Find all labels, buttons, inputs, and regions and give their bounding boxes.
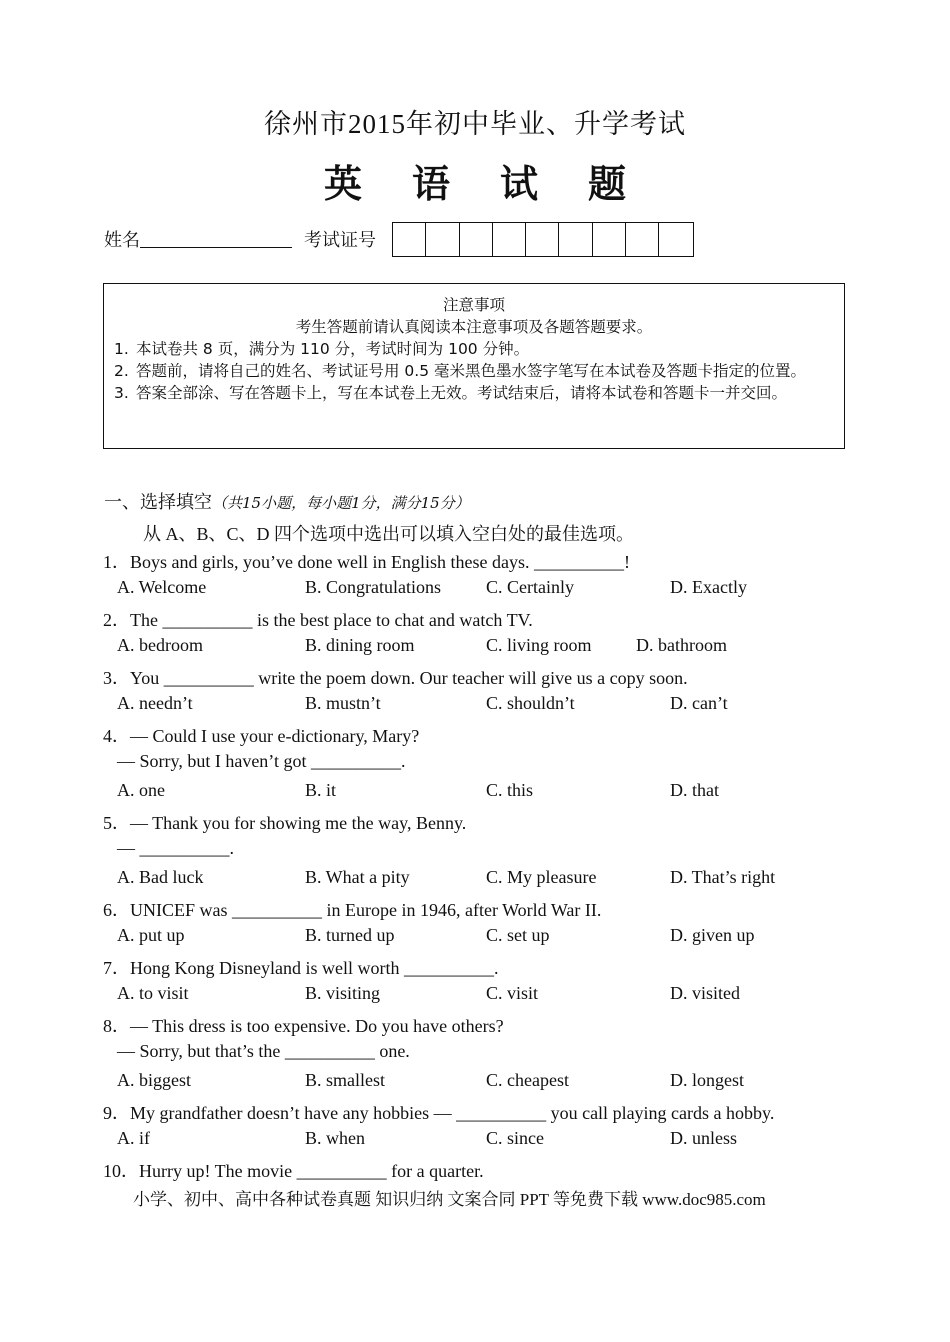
section-heading-note: （共15小题，每小题1分，满分15分） bbox=[212, 494, 470, 512]
id-digit-box[interactable] bbox=[493, 223, 526, 256]
subject-char: 英 bbox=[323, 162, 362, 206]
notice-item bbox=[114, 382, 834, 404]
answer-option: D. given up bbox=[670, 925, 755, 945]
answer-option: C. living room bbox=[486, 635, 592, 655]
question-stem: 3．You __________ write the poem down. Our teacher will give us a copy soon. bbox=[103, 668, 688, 688]
answer-option: B. mustn’t bbox=[305, 693, 381, 713]
answer-option: A. needn’t bbox=[117, 693, 193, 713]
section-heading-text: 一、选择填空 bbox=[104, 492, 212, 513]
answer-option: A. put up bbox=[117, 925, 185, 945]
answer-option: B. visiting bbox=[305, 983, 381, 1003]
id-digit-box[interactable] bbox=[659, 223, 692, 256]
subject-char: 试 bbox=[500, 162, 539, 206]
notice-item-number: 3. bbox=[114, 384, 129, 402]
answer-option: D. unless bbox=[670, 1128, 737, 1148]
answer-option: A. to visit bbox=[117, 983, 189, 1003]
answer-option: C. My pleasure bbox=[486, 867, 597, 887]
answer-option: A. Welcome bbox=[117, 577, 207, 597]
answer-option: D. longest bbox=[670, 1070, 744, 1090]
id-digit-box[interactable] bbox=[393, 223, 426, 256]
section-instruction: 从 A、B、C、D 四个选项中选出可以填入空白处的最佳选项。 bbox=[143, 524, 635, 544]
notice-item-text: 答题前，请将自己的姓名、考试证号用 0.5 毫米黑色墨水签字笔写在本试卷及答题卡指定的位置。 bbox=[136, 362, 807, 380]
answer-option: D. visited bbox=[670, 983, 740, 1003]
answer-option: C. shouldn’t bbox=[486, 693, 575, 713]
notice-list bbox=[104, 338, 844, 404]
id-digit-box[interactable] bbox=[626, 223, 659, 256]
answer-option: D. that bbox=[670, 780, 719, 800]
question-stem: 7．Hong Kong Disneyland is well worth __________. bbox=[103, 958, 499, 978]
question-response-line: — __________. bbox=[117, 838, 234, 858]
question-stem: 9．My grandfather doesn’t have any hobbies — __________ you call playing cards a hobby. bbox=[103, 1103, 775, 1123]
notice-item bbox=[114, 360, 834, 382]
subject-char: 语 bbox=[411, 162, 450, 206]
subject-title bbox=[0, 153, 950, 208]
question-stem: 2．The __________ is the best place to chat and watch TV. bbox=[103, 610, 533, 630]
id-digit-box[interactable] bbox=[559, 223, 592, 256]
answer-option: D. Exactly bbox=[670, 577, 747, 597]
id-digit-box[interactable] bbox=[426, 223, 459, 256]
answer-option: C. set up bbox=[486, 925, 550, 945]
answer-option: B. Congratulations bbox=[305, 577, 441, 597]
answer-option: A. bedroom bbox=[117, 635, 203, 655]
answer-option: D. bathroom bbox=[636, 635, 727, 655]
question-response-line: — Sorry, but I haven’t got __________. bbox=[117, 751, 406, 771]
answer-option: D. can’t bbox=[670, 693, 728, 713]
exam-id-boxes bbox=[392, 222, 694, 257]
question-stem: 1．Boys and girls, you’ve done well in English these days. __________! bbox=[103, 552, 630, 572]
answer-option: C. Certainly bbox=[486, 577, 574, 597]
question-stem: 5．— Thank you for showing me the way, Benny. bbox=[103, 813, 467, 833]
answer-option: B. it bbox=[305, 780, 337, 800]
notice-item-number: 2. bbox=[114, 362, 129, 380]
notice-box bbox=[103, 283, 845, 449]
id-digit-box[interactable] bbox=[460, 223, 493, 256]
answer-option: C. this bbox=[486, 780, 534, 800]
exam-title: 徐州市2015年初中毕业、升学考试 bbox=[264, 109, 686, 139]
notice-item-number: 1. bbox=[114, 340, 129, 358]
name-label: 姓名 bbox=[104, 230, 140, 250]
answer-option: B. smallest bbox=[305, 1070, 385, 1090]
notice-item-text: 答案全部涂、写在答题卡上，写在本试卷上无效。考试结束后，请将本试卷和答题卡一并交回。 bbox=[136, 384, 788, 402]
question-stem: 4．— Could I use your e-dictionary, Mary? bbox=[103, 726, 420, 746]
answer-option: C. cheapest bbox=[486, 1070, 569, 1090]
id-digit-box[interactable] bbox=[526, 223, 559, 256]
question-stem: 6．UNICEF was __________ in Europe in 1946, after World War II. bbox=[103, 900, 602, 920]
name-field[interactable] bbox=[140, 231, 292, 248]
answer-option: C. visit bbox=[486, 983, 539, 1003]
answer-option: D. That’s right bbox=[670, 867, 776, 887]
answer-option: A. Bad luck bbox=[117, 867, 204, 887]
question-stem: 10．Hurry up! The movie __________ for a quarter. bbox=[103, 1161, 484, 1181]
answer-option: B. turned up bbox=[305, 925, 395, 945]
notice-item bbox=[114, 338, 834, 360]
notice-title: 注意事项 bbox=[442, 296, 505, 314]
footer-text: 小学、初中、高中各种试卷真题 知识归纳 文案合同 PPT 等免费下载 www.doc985.com bbox=[133, 1190, 766, 1209]
answer-option: A. one bbox=[117, 780, 165, 800]
candidate-info-line bbox=[104, 226, 376, 252]
answer-option: C. since bbox=[486, 1128, 544, 1148]
notice-item-text: 本试卷共 8 页，满分为 110 分，考试时间为 100 分钟。 bbox=[136, 340, 530, 358]
answer-option: B. What a pity bbox=[305, 867, 410, 887]
id-digit-box[interactable] bbox=[593, 223, 626, 256]
id-label: 考试证号 bbox=[304, 230, 376, 250]
notice-subtitle: 考生答题前请认真阅读本注意事项及各题答题要求。 bbox=[295, 318, 653, 336]
subject-char: 题 bbox=[588, 162, 627, 206]
answer-option: B. dining room bbox=[305, 635, 415, 655]
answer-option: A. if bbox=[117, 1128, 150, 1148]
section-heading bbox=[104, 488, 470, 514]
answer-option: B. when bbox=[305, 1128, 365, 1148]
answer-option: A. biggest bbox=[117, 1070, 191, 1090]
question-stem: 8．— This dress is too expensive. Do you have others? bbox=[103, 1016, 504, 1036]
question-response-line: — Sorry, but that’s the __________ one. bbox=[117, 1041, 410, 1061]
